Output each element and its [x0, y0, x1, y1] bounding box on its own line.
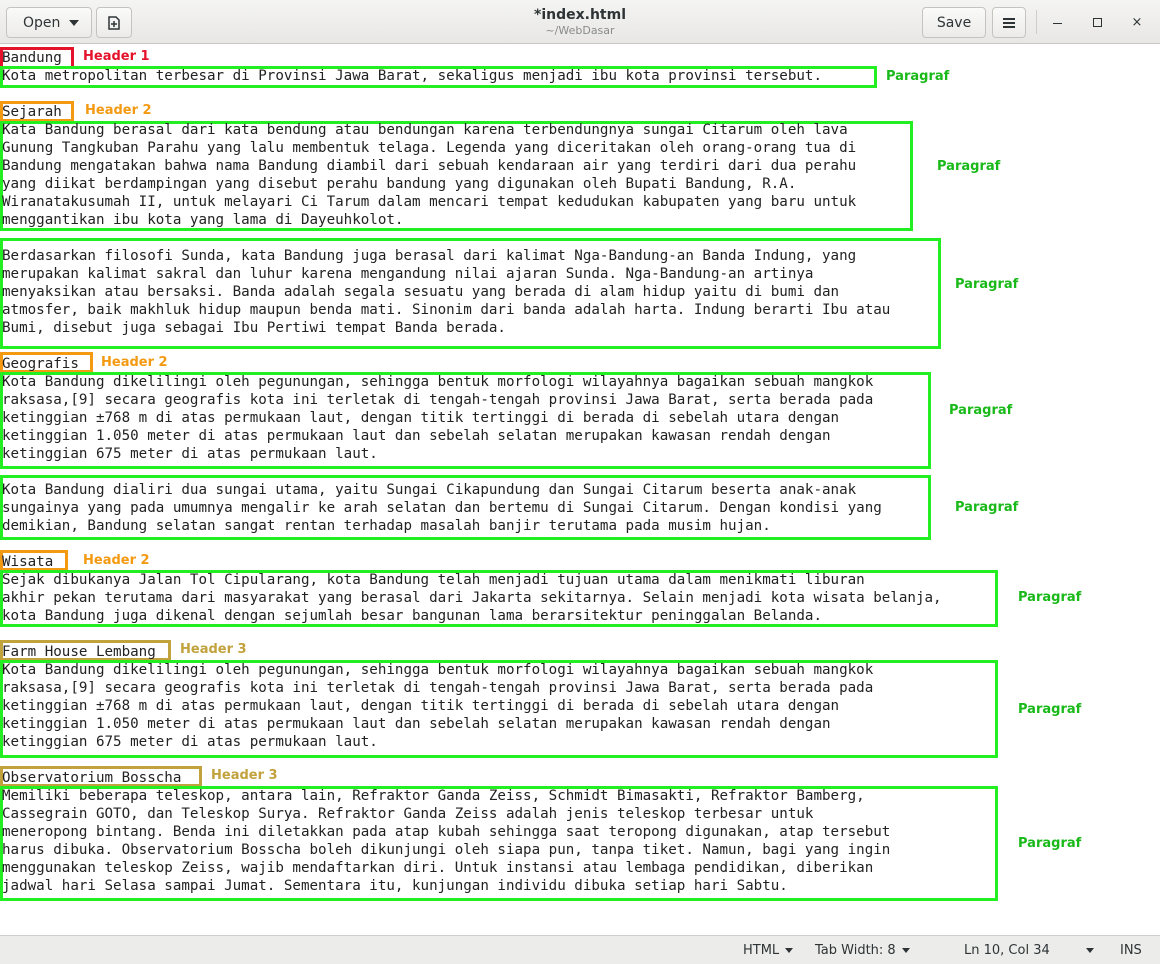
open-button-label: Open [23, 14, 61, 31]
header-bar [0, 0, 1160, 44]
paragraph-label: Paragraf [937, 159, 1001, 174]
heading-farm-house: Farm House Lembang [2, 644, 156, 660]
paragraph-geografis-2: Kota Bandung dialiri dua sungai utama, yaitu Sungai Cikapundung dan Sungai Citarum beserta anak-anak sungainya yang pada umumnya mengalir ke arah selatan dan bertemu di Sungai Citarum. Dengan kondisi yang demikian, Bandung selatan sangat rentan terhadap masalah banjir terutama pada musim hujan. [2, 482, 882, 534]
header2-label: Header 2 [101, 355, 168, 370]
new-document-icon [106, 15, 122, 31]
text-editor[interactable] [0, 45, 1160, 935]
paragraph-sejarah-1: Kata Bandung berasal dari kata bendung atau bendungan karena terbendungnya sungai Citarum oleh lava Gunung Tangkuban Parahu yang lalu membentuk telaga. Legenda yang diceritakan oleh orang-orang tua di Bandung mengatakan bahwa nama Bandung diambil dari sebuah kendaraan air yang terdiri dari dua perahu yang diikat berdampingan yang disebut perahu bandung yang digunakan oleh Bupati Bandung, R.A. Wiranatakusumah II, untuk melayari Ci Tarum dalam mencari tempat kedudukan kabupaten yang baru untuk menggantikan ibu kota yang lama di Dayeuhkolot. [2, 122, 857, 228]
cursor-position[interactable] [964, 943, 1050, 958]
close-button[interactable] [1126, 12, 1148, 32]
paragraph-geografis-1: Kota Bandung dikelilingi oleh pegunungan, sehingga bentuk morfologi wilayahnya bagaikan sebuah mangkok raksasa,[9] secara geografis kota ini terletak di tengah-tengah provinsi Jawa Barat, serta berada pada ketinggian ±768 m di atas permukaan laut, dengan titik tertinggi di berada di sebelah utara dengan ketinggian 1.050 meter di atas permukaan laut dan sebelah selatan merupakan kawasan rendah dengan ketinggian 675 meter di atas permukaan laut. [2, 374, 874, 462]
document-path: ~/WebDasar [545, 24, 615, 37]
open-button[interactable] [6, 7, 92, 38]
paragraph-label: Paragraf [1018, 836, 1082, 851]
document-title: *index.html [534, 7, 626, 23]
language-selector[interactable] [743, 943, 793, 958]
paragraph-wisata: Sejak dibukanya Jalan Tol Cipularang, kota Bandung telah menjadi tujuan utama dalam menikmati liburan akhir pekan terutama dari masyarakat yang berasal dari Jakarta sekitarnya. Selain menjadi kota wisata belanja, kota Bandung juga dikenal dengan sejumlah besar bangunan lama berarsitektur peninggalan Belanda. [2, 572, 942, 624]
header2-label: Header 2 [83, 553, 150, 568]
heading-bandung: Bandung [2, 50, 62, 66]
menu-button[interactable] [992, 7, 1026, 38]
maximize-button[interactable] [1086, 12, 1108, 32]
header2-label: Header 2 [85, 103, 152, 118]
chevron-down-icon [1086, 948, 1094, 953]
heading-geografis: Geografis [2, 356, 79, 372]
insert-mode[interactable] [1120, 943, 1142, 958]
save-button[interactable]: Save [922, 7, 986, 38]
language-label: HTML [743, 943, 780, 958]
maximize-icon [1093, 18, 1102, 27]
status-bar [0, 935, 1160, 964]
chevron-down-icon [785, 948, 793, 953]
cursor-position-menu[interactable] [1080, 943, 1094, 958]
chevron-down-icon [69, 20, 79, 26]
paragraph-sejarah-2: Berdasarkan filosofi Sunda, kata Bandung juga berasal dari kalimat Nga-Bandung-an Banda Indung, yang merupakan kalimat sakral dan luhur karena mengandung nilai ajaran Sunda. Nga-Bandung-an artinya menyaksikan atau bersaksi. Banda adalah segala sesuatu yang berada di alam hidup yaitu di bumi dan atmosfer, baik makhluk hidup maupun benda mati. Sinonim dari banda adalah harta. Indung berarti Ibu atau Bumi, disebut juga sebagai Ibu Pertiwi tempat Banda berada. [2, 248, 891, 336]
paragraph-bosscha: Memiliki beberapa teleskop, antara lain, Refraktor Ganda Zeiss, Schmidt Bimasakti, Refraktor Bamberg, Cassegrain GOTO, dan Teleskop Surya. Refraktor Ganda Zeiss adalah jenis teleskop terbesar untuk meneropong bintang. Benda ini diletakkan pada atap kubah sehingga saat teropong digunakan, atap tersebut harus dibuka. Observatorium Bosscha boleh dikunjungi oleh siapa pun, tanpa tiket. Namun, bagi yang ingin menggunakan teleskop Zeiss, wajib mendaftarkan diri. Untuk instansi atau lembaga pendidikan, diberikan jadwal hari Selasa sampai Jumat. Sementara itu, kunjungan individu dibuka setiap hari Sabtu. [2, 788, 891, 894]
new-document-button[interactable] [96, 7, 132, 38]
heading-wisata: Wisata [2, 554, 54, 570]
paragraph-label: Paragraf [955, 277, 1019, 292]
heading-bosscha: Observatorium Bosscha [2, 770, 182, 786]
close-icon: × [1131, 14, 1143, 30]
header3-label: Header 3 [211, 768, 278, 783]
minimize-icon [1053, 23, 1062, 24]
insert-mode-label: INS [1120, 943, 1142, 958]
hamburger-menu-icon [1003, 18, 1015, 28]
cursor-position-label: Ln 10, Col 34 [964, 943, 1050, 958]
paragraph-label: Paragraf [949, 403, 1013, 418]
tab-width-label: Tab Width: 8 [815, 943, 896, 958]
paragraph-intro: Kota metropolitan terbesar di Provinsi Jawa Barat, sekaligus menjadi ibu kota provinsi tersebut. [2, 68, 822, 84]
heading-sejarah: Sejarah [2, 104, 62, 120]
header3-label: Header 3 [180, 642, 247, 657]
header1-label: Header 1 [83, 49, 150, 64]
tab-width-selector[interactable] [815, 943, 910, 958]
paragraph-label: Paragraf [1018, 590, 1082, 605]
window-title [380, 7, 780, 38]
minimize-button[interactable] [1046, 12, 1068, 32]
paragraph-label: Paragraf [886, 69, 950, 84]
paragraph-farm-house: Kota Bandung dikelilingi oleh pegunungan, sehingga bentuk morfologi wilayahnya bagaikan sebuah mangkok raksasa,[9] secara geografis kota ini terletak di tengah-tengah provinsi Jawa Barat, serta berada pada ketinggian ±768 m di atas permukaan laut, dengan titik tertinggi di berada di sebelah utara dengan ketinggian 1.050 meter di atas permukaan laut dan sebelah selatan merupakan kawasan rendah dengan ketinggian 675 meter di atas permukaan laut. [2, 662, 874, 750]
header-separator [1036, 10, 1037, 34]
paragraph-label: Paragraf [955, 500, 1019, 515]
paragraph-label: Paragraf [1018, 702, 1082, 717]
chevron-down-icon [902, 948, 910, 953]
